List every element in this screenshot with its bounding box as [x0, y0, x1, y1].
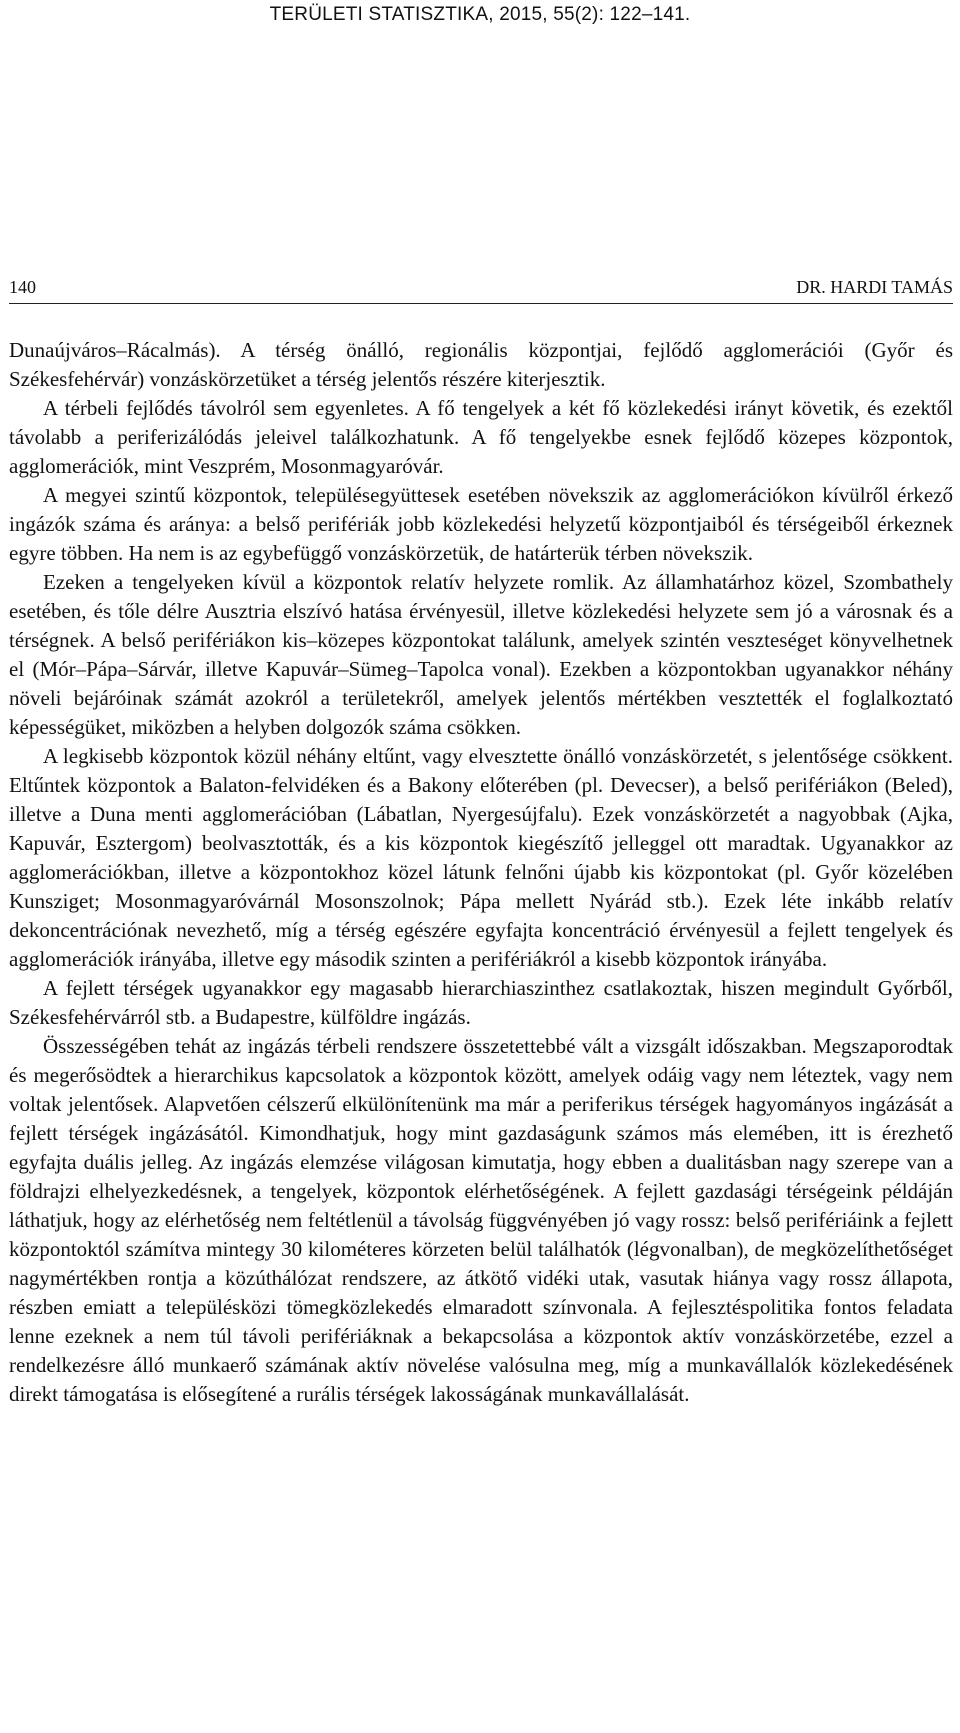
article-body: [9, 336, 953, 1409]
paragraph: Dunaújváros–Rácalmás). A térség önálló, regionális központjai, fejlődő agglomerációi (Győr és Székesfehérvár) vonzáskörzetüket a térség jelentős részére kiterjesztik.: [9, 338, 953, 391]
paragraph: Ezeken a tengelyeken kívül a központok relatív helyzete romlik. Az államhatárhoz közel, Szombathely esetében, és tőle délre Ausztria elszívó hatása érvényesül, illetve közlekedési helyzete sem jó a városnak és a térségnek. A belső perifériákon kis–közepes központokat találunk, amelyek szintén veszteséget könyvelhetnek el (Mór–Pápa–Sárvár, illetve Kapuvár–Sümeg–Tapolca vonal). Ezekben a központokban ugyanakkor néhány növeli bejáróinak számát azokról a területekről, amelyek jelentős mértékben vesztették el foglalkoztató képességüket, miközben a helyben dolgozók száma csökken.: [9, 570, 953, 739]
paragraph: A megyei szintű központok, településegyüttesek esetében növekszik az agglomerációkon kívülről érkező ingázók száma és aránya: a belső perifériák jobb közlekedési helyzetű központjaiból és térségeiből érkeznek egyre többen. Ha nem is az egybefüggő vonzáskörzetük, de határterük térben növekszik.: [9, 483, 953, 565]
author-name: DR. HARDI TAMÁS: [796, 277, 953, 297]
journal-header: TERÜLETI STATISZTIKA, 2015, 55(2): 122–141.: [269, 4, 691, 25]
running-head: [9, 277, 953, 304]
paragraph: A fejlett térségek ugyanakkor egy magasabb hierarchiaszinthez csatlakoztak, hiszen megindult Győrből, Székesfehérvárról stb. a Budapestre, külföldre ingázás.: [9, 976, 953, 1029]
paragraph: A térbeli fejlődés távolról sem egyenletes. A fő tengelyek a két fő közlekedési irányt követik, és ezektől távolabb a periferizálódás jeleivel találkozhatunk. A fő tengelyekbe esnek fejlődő közepes központok, agglomerációk, mint Veszprém, Mosonmagyaróvár.: [9, 396, 953, 478]
paragraph: A legkisebb központok közül néhány eltűnt, vagy elvesztette önálló vonzáskörzetét, s jelentősége csökkent. Eltűntek központok a Balaton-felvidéken és a Bakony előterében (pl. Devecser), a belső perifériákon (Beled), illetve a Duna menti agglomerációban (Lábatlan, Nyergesújfalu). Ezek vonzáskörzetét a nagyobbak (Ajka, Kapuvár, Esztergom) beolvasztották, és a kis központok kiegészítő jelleggel ott maradtak. Ugyanakkor az agglomerációkban, illetve a központokhoz közel látunk felnőni újabb kis központokat (pl. Győr közelében Kunsziget; Mosonmagyaróvárnál Mosonszolnok; Pápa mellett Nyárád stb.). Ezek léte inkább relatív dekoncentrációnak nevezhető, míg a térség egészére egyfajta koncentráció érvényesül a fejlett tengelyek és agglomerációk irányába, illetve egy második szinten a perifériákról a kisebb központok irányába.: [9, 744, 953, 971]
paragraph: Összességében tehát az ingázás térbeli rendszere összetettebbé vált a vizsgált időszakban. Megszaporodtak és megerősödtek a hierarchikus kapcsolatok a központok között, amelyek odáig vagy nem léteztek, vagy nem voltak jelentősek. Alapvetően célszerű elkülönítenünk ma már a periferikus térségek hagyományos ingázását a fejlett térségek ingázásától. Kimondhatjuk, hogy mint gazdaságunk számos más elemében, itt is érezhető egyfajta duális jelleg. Az ingázás elemzése világosan kimutatja, hogy ebben a dualitásban nagy szerepe van a földrajzi elhelyezkedésnek, a tengelyek, központok elérhetőségének. A fejlett gazdasági térségeink példáján láthatjuk, hogy az elérhetőség nem feltétlenül a távolság függvényében jó vagy rossz: belső perifériáink a fejlett központoktól számítva mintegy 30 kilométeres körzeten belül találhatók (légvonalban), de megközelíthetőséget nagymértékben rontja a közúthálózat rendszere, az átkötő vidéki utak, vasutak hiánya vagy rossz állapota, részben emiatt a településközi tömegközlekedés elmaradott színvonala. A fejlesztéspolitika fontos feladata lenne ezeknek a nem túl távoli perifériáknak a bekapcsolása a központok aktív vonzáskörzetébe, ezzel a rendelkezésre álló munkaerő számának aktív növelése valósulna meg, míg a munkavállalók közlekedésének direkt támogatása is elősegítené a rurális térségek lakosságának munkavállalását.: [9, 1034, 953, 1406]
page-number: 140: [9, 277, 36, 297]
